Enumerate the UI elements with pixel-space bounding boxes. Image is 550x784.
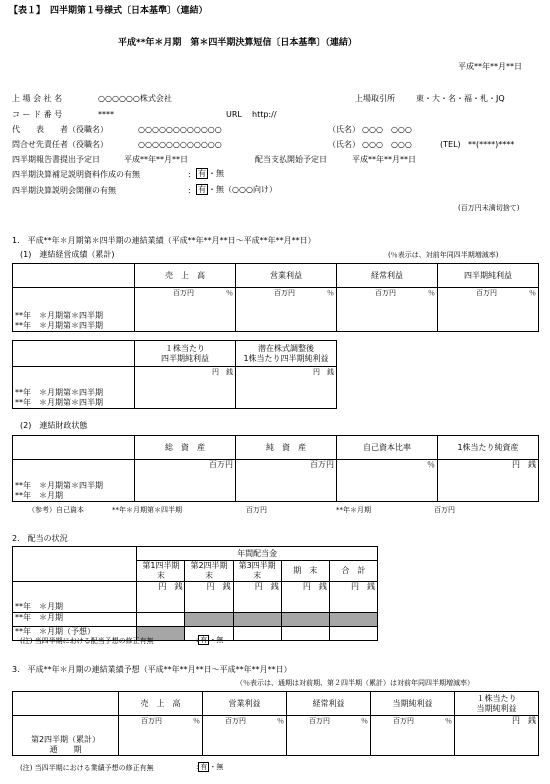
url-label: URL	[226, 110, 242, 119]
unit-pct: ％	[327, 289, 334, 297]
dividend-note-answer: : 有 ・無	[196, 636, 224, 644]
results-row-prior: **年 ＊月期第＊四半期	[15, 321, 103, 330]
unit-yen: 円	[206, 582, 215, 591]
rep-label: 代 表 者（役職名）	[12, 125, 108, 134]
dividend-cell-shaded	[185, 613, 233, 627]
briefing-colon: :	[188, 186, 191, 195]
section3-title: 3. 平成**年＊月期の連結業績予想（平成**年**月**日〜平成**年**月**日）	[12, 665, 292, 674]
results-header: 営業利益	[236, 264, 337, 288]
eps-table	[12, 340, 337, 409]
financial-row-prior: **年 ＊月期	[15, 491, 63, 500]
results-cell	[135, 288, 236, 332]
section2-title: 2. 配当の状況	[12, 534, 68, 543]
unit-million: 百万円	[274, 289, 295, 297]
dividend-cell-shaded	[233, 613, 281, 627]
listed-company-value: ○○○○○○株式会社	[98, 94, 172, 103]
briefing-no: ・無	[208, 185, 224, 194]
ref-note-period2: **年＊月期	[336, 506, 371, 514]
section1-title: 1. 平成**年＊月期第＊四半期の連結業績（平成**年**月**日〜平成**年**月**日）	[12, 236, 316, 245]
dividend-row-label: **年 ＊月期	[13, 613, 137, 627]
unit-pct: ％	[529, 289, 536, 297]
contact-title-value: ○○○○○○○○○○○○	[138, 140, 222, 149]
code-label: コ ー ド 番 号	[12, 110, 63, 119]
financial-corner	[13, 436, 135, 460]
exchange-value: 東・大・名・福・札・JQ	[416, 94, 505, 103]
unit-pct: ％	[361, 717, 368, 725]
dividend-row-label: **年 ＊月期	[13, 582, 137, 613]
unit-pct: ％	[427, 460, 435, 469]
contact-name-value: ○○○ ○○○	[362, 140, 412, 149]
unit-sen: 銭	[270, 582, 279, 591]
unit-yen: 円	[512, 460, 520, 469]
ref-note-period1: **年＊月期第＊四半期	[112, 506, 182, 514]
diluted-eps-header: 潜在株式調整後 1株当たり四半期純利益	[236, 341, 337, 367]
forecast-row-h1: 第2四半期（累計）	[30, 735, 101, 744]
ref-note-unit1: 百万円	[246, 506, 267, 514]
eps-row-prior: **年 ＊月期第＊四半期	[15, 398, 103, 407]
unit-yen: 円	[212, 368, 219, 376]
exchange-label: 上場取引所	[355, 94, 395, 103]
unit-pct: ％	[445, 717, 452, 725]
forecast-header: １株当たり 当期純利益	[455, 692, 539, 716]
unit-pct: ％	[277, 717, 284, 725]
dividend-cell-shaded	[329, 613, 377, 627]
unit-million: 百万円	[173, 289, 194, 297]
dividend-col-header: 第1四半期末	[137, 561, 185, 582]
dividend-cell	[281, 582, 329, 613]
unit-million: 百万円	[375, 289, 396, 297]
ref-note-unit2: 百万円	[434, 506, 455, 514]
unit-sen: 銭	[528, 460, 536, 469]
dividend-note-yes: 有	[200, 636, 208, 644]
unit-sen: 銭	[174, 582, 183, 591]
forecast-table	[12, 691, 539, 756]
dividend-row-label: **年 ＊月期（予想）	[13, 627, 137, 641]
results-header: 四半期純利益	[438, 264, 539, 288]
section1-sub1-title: (1) 連結経営成績（累計)	[20, 250, 115, 259]
contact-label: 問合せ先責任者（役職名）	[12, 140, 108, 149]
unit-million: 百万円	[141, 717, 162, 725]
forecast-cell	[455, 716, 539, 756]
dividend-cell	[233, 582, 281, 613]
dividend-note-no: ・無	[209, 636, 224, 644]
section1-sub2-title: (2) 連結財政状態	[20, 421, 88, 430]
dividend-col-header: 第3四半期末	[233, 561, 281, 582]
dividend-start-label: 配当支払開始予定日	[255, 155, 327, 164]
unit-yen: 円	[254, 582, 263, 591]
dividend-cell	[185, 582, 233, 613]
unit-sen: 銭	[226, 368, 233, 376]
unit-yen: 円	[158, 582, 167, 591]
dividend-note: (注) 当四半期における配当予想の修正有無	[20, 637, 154, 645]
results-table	[12, 263, 539, 332]
forecast-header: 売 上 高	[119, 692, 203, 716]
financial-cell	[135, 460, 236, 502]
forecast-cell	[371, 716, 455, 756]
section1-sub1-note: (％表示は、対前年同四半期増減率)	[388, 251, 499, 259]
dividend-cell-shaded	[281, 613, 329, 627]
eps-row-labels	[13, 367, 135, 409]
supp-colon: :	[188, 170, 191, 179]
eps-corner	[13, 341, 135, 367]
tel-value: **(****)****	[468, 140, 515, 149]
unit-yen: 円	[351, 582, 359, 591]
unit-pct: ％	[193, 717, 200, 725]
dividend-cell	[137, 582, 185, 613]
dividend-start-value: 平成**年**月**日	[352, 155, 416, 164]
report-date: 平成**年**月**日	[458, 62, 522, 71]
tel-label: (TEL)	[440, 140, 461, 149]
unit-million: 百万円	[225, 717, 246, 725]
financial-cell	[438, 460, 539, 502]
results-header: 売 上 高	[135, 264, 236, 288]
forecast-row-full: 通 期	[49, 745, 82, 754]
forecast-header: 営業利益	[203, 692, 287, 716]
financial-header: 総 資 産	[135, 436, 236, 460]
annual-dividend-header: 年間配当金	[137, 547, 378, 561]
unit-yen: 円	[512, 716, 520, 725]
forecast-corner	[13, 692, 119, 716]
briefing-yes: 有	[198, 185, 206, 194]
eps-header: １株当たり 四半期純利益	[135, 341, 236, 367]
financial-table	[12, 435, 539, 502]
unit-million: 百万円	[393, 717, 414, 725]
unit-sen: 銭	[318, 582, 327, 591]
unit-million: 百万円	[476, 289, 497, 297]
forecast-header: 経常利益	[287, 692, 371, 716]
financial-row-labels	[13, 460, 135, 502]
dividend-cell	[281, 627, 329, 641]
dividend-cell	[137, 613, 185, 627]
dividend-cell	[233, 627, 281, 641]
briefing-note: （○○○向け）	[224, 185, 277, 194]
dividend-table	[12, 546, 378, 641]
briefing-label: 四半期決算説明会開催の有無	[12, 186, 116, 195]
unit-yen: 円	[313, 368, 320, 376]
ref-note-label: （参考）自己資本	[28, 506, 84, 514]
rounding-note: (百万円未満切捨て)	[458, 204, 520, 212]
form-title: 四半期第１号様式〔日本基準〕（連結）	[50, 6, 208, 16]
unit-million: 百万円	[310, 460, 334, 469]
results-corner	[13, 264, 135, 288]
supp-materials-label: 四半期決算補足説明資料作成の有無	[12, 170, 140, 179]
financial-header: 純 資 産	[236, 436, 337, 460]
unit-sen: 銭	[528, 716, 536, 725]
filing-date-label: 四半期報告書提出予定日	[12, 155, 100, 164]
supp-yes: 有	[198, 169, 206, 178]
results-cell	[337, 288, 438, 332]
unit-sen: 銭	[327, 368, 334, 376]
eps-cell	[135, 367, 236, 409]
forecast-header: 当期純利益	[371, 692, 455, 716]
dividend-col-header: 期 末	[281, 561, 329, 582]
results-cell	[236, 288, 337, 332]
forecast-footnote-yes: 有	[200, 763, 208, 771]
financial-header: 1株当たり純資産	[438, 436, 539, 460]
forecast-cell	[119, 716, 203, 756]
results-header: 経常利益	[337, 264, 438, 288]
unit-million: 百万円	[309, 717, 330, 725]
rep-name-value: ○○○ ○○○	[362, 125, 412, 134]
unit-sen: 銭	[367, 582, 375, 591]
filing-date-value: 平成**年**月**日	[124, 155, 188, 164]
unit-pct: ％	[226, 289, 233, 297]
forecast-cell	[203, 716, 287, 756]
forecast-cell	[287, 716, 371, 756]
unit-yen: 円	[302, 582, 311, 591]
dividend-cell	[329, 582, 377, 613]
url-value: http://	[252, 110, 277, 119]
financial-cell	[236, 460, 337, 502]
results-row-current: **年 ＊月期第＊四半期	[15, 311, 103, 320]
eps-cell	[236, 367, 337, 409]
dividend-col-header: 第2四半期末	[185, 561, 233, 582]
report-title: 平成**年＊月期 第＊四半期決算短信〔日本基準〕（連結）	[118, 38, 357, 48]
supp-no: ・無	[208, 169, 224, 178]
financial-cell	[337, 460, 438, 502]
contact-name-label: （氏名）	[328, 140, 360, 149]
financial-header: 自己資本比率	[337, 436, 438, 460]
dividend-corner	[13, 547, 137, 582]
forecast-footnote-answer: : 有 ・無	[196, 763, 224, 771]
eps-row-current: **年 ＊月期第＊四半期	[15, 388, 103, 397]
rep-title-value: ○○○○○○○○○○○○	[138, 125, 222, 134]
unit-sen: 銭	[222, 582, 231, 591]
forecast-footnote-no: ・無	[209, 763, 224, 771]
dividend-col-header: 合 計	[329, 561, 377, 582]
table-label: 【表１】	[9, 6, 46, 16]
code-value: ****	[98, 110, 114, 119]
results-cell	[438, 288, 539, 332]
section3-note: （％表示は、通期は対前期、第２四半期（累計）は対前年同四半期増減率）	[236, 679, 474, 687]
dividend-cell	[329, 627, 377, 641]
listed-company-label: 上 場 会 社 名	[12, 94, 63, 103]
forecast-row-labels	[13, 716, 119, 756]
results-row-labels	[13, 288, 135, 332]
financial-row-current: **年 ＊月期第＊四半期	[15, 481, 103, 490]
unit-million: 百万円	[209, 460, 233, 469]
unit-pct: ％	[428, 289, 435, 297]
rep-name-label: （氏名）	[328, 125, 360, 134]
forecast-footnote: (注) 当四半期における業績予想の修正有無	[20, 764, 154, 772]
